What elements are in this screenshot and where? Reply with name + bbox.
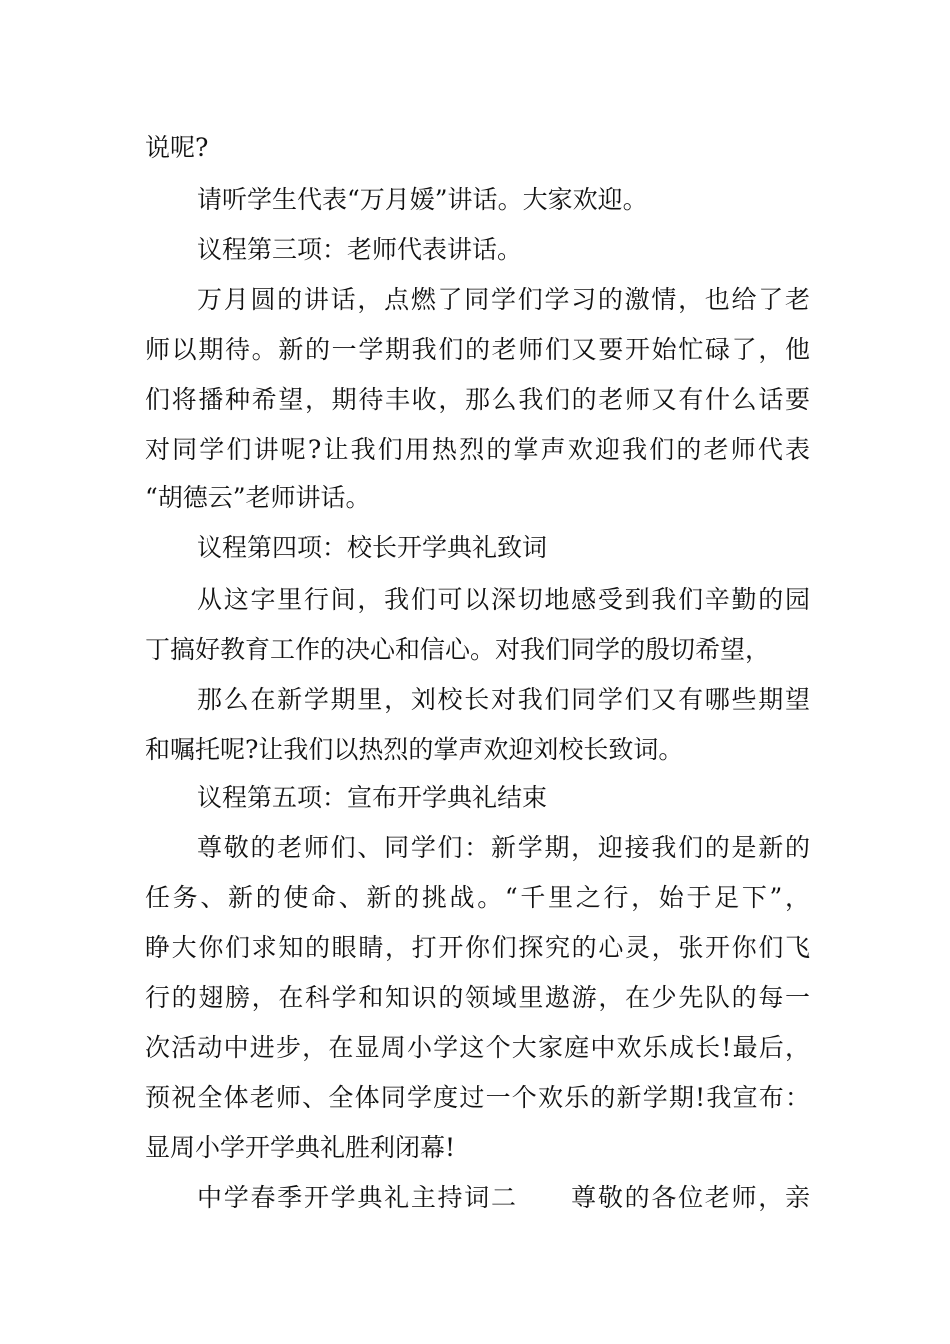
text-line-5: 师以期待。新的一学期我们的老师们又要开始忙碌了，他 <box>145 335 810 364</box>
text-line-18: 行的翅膀，在科学和知识的领域里遨游，在少先队的每一 <box>145 983 810 1012</box>
text-line-7: 对同学们讲呢?让我们用热烈的掌声欢迎我们的老师代表 <box>145 435 810 464</box>
text-line-16: 任务、新的使命、新的挑战。“千里之行，始于足下”， <box>145 883 810 912</box>
text-line-12: 那么在新学期里，刘校长对我们同学们又有哪些期望 <box>197 685 810 714</box>
agenda-item-3-heading: 议程第三项：老师代表讲话。 <box>197 235 523 264</box>
text-line-21: 显周小学开学典礼胜利闭幕! <box>145 1133 456 1162</box>
agenda-item-5-heading: 议程第五项：宣布开学典礼结束 <box>197 783 548 812</box>
text-line-2: 请听学生代表“万月媛”讲话。大家欢迎。 <box>197 185 648 214</box>
text-line-15: 尊敬的老师们、同学们：新学期，迎接我们的是新的 <box>197 833 810 862</box>
text-line-20: 预祝全体老师、全体同学度过一个欢乐的新学期!我宣布： <box>145 1083 810 1112</box>
text-line-4: 万月圆的讲话，点燃了同学们学习的激情，也给了老 <box>197 285 810 314</box>
agenda-item-4-heading: 议程第四项：校长开学典礼致词 <box>197 533 548 562</box>
text-line-11: 丁搞好教育工作的决心和信心。对我们同学的殷切希望， <box>145 635 771 664</box>
text-line-13: 和嘱托呢?让我们以热烈的掌声欢迎刘校长致词。 <box>145 735 684 764</box>
text-line-8: “胡德云”老师讲话。 <box>145 483 371 512</box>
section-two-heading-line: 中学春季开学典礼主持词二 尊敬的各位老师，亲 <box>197 1183 810 1212</box>
text-line-10: 从这字里行间，我们可以深切地感受到我们辛勤的园 <box>197 585 810 614</box>
text-line-17: 睁大你们求知的眼睛，打开你们探究的心灵，张开你们飞 <box>145 933 810 962</box>
text-line-1: 说呢? <box>145 133 209 162</box>
text-line-19: 次活动中进步，在显周小学这个大家庭中欢乐成长!最后， <box>145 1033 810 1062</box>
text-line-6: 们将播种希望，期待丰收，那么我们的老师又有什么话要 <box>145 385 810 414</box>
